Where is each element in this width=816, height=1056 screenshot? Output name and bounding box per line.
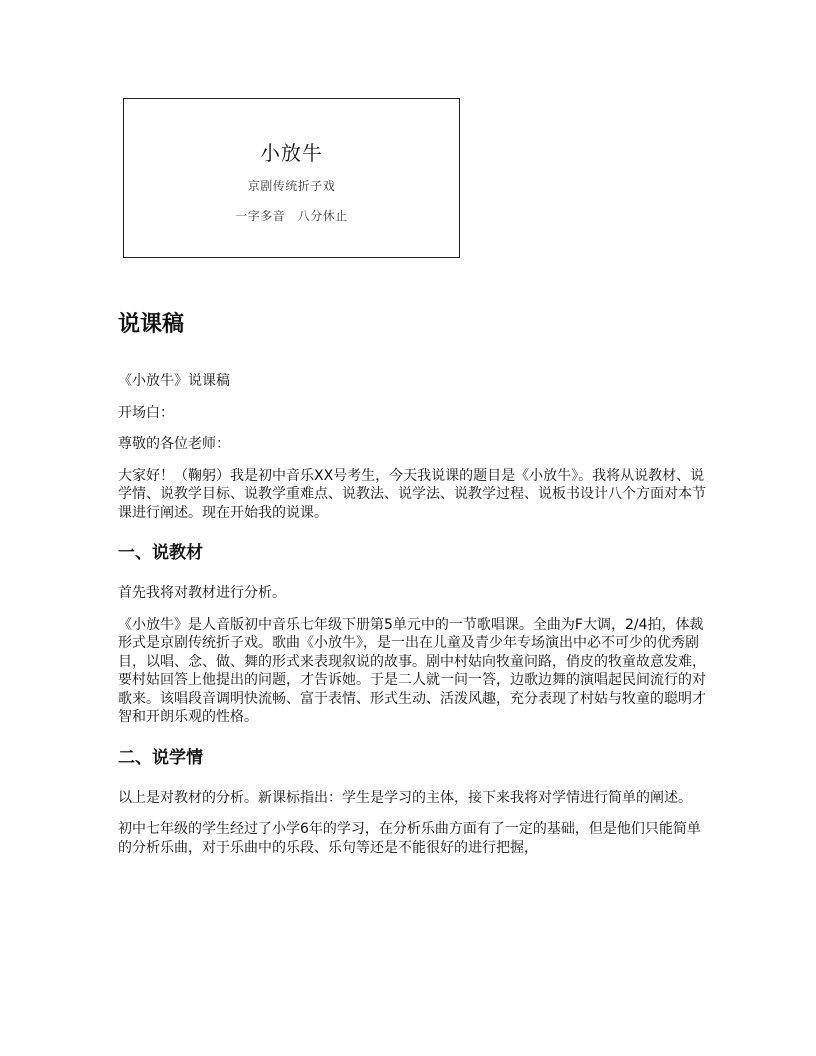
paragraph-introduction: 大家好！（鞠躬）我是初中音乐XX号考生，今天我说课的题目是《小放牛》。我将从说教材、说学情、说教学目标、说教学重难点、说教法、说学法、说教学过程、说板书设计八个方面对本节课进行阐述。现在开始我的说课。 [118, 467, 706, 521]
paragraph-textbook-intro: 首先我将对教材进行分析。 [118, 585, 286, 601]
paragraph-textbook-analysis: 《小放牛》是人音版初中音乐七年级下册第5单元中的一节歌唱课。全曲为F大调，2/4拍，体裁形式是京剧传统折子戏。歌曲《小放牛》，是一出在儿童及青少年专场演出中必不可少的优秀剧目，以唱、念、做、舞的形式来表现叙说的故事。剧中村姑向牧童问路，俏皮的牧童故意发难，要村姑回答上他提出的问题，才告诉她。于是二人就一问一答，边歌边舞的演唱起民间流行的对歌来。该唱段音调明快流畅、富于表情、形式生动、活泼风趣，充分表现了村姑与牧童的聪明才智和开朗乐观的性格。 [118, 616, 706, 725]
cover-subtitle-keypoints: 一字多音 八分休止 [235, 209, 348, 223]
paragraph-greeting: 尊敬的各位老师： [118, 436, 230, 452]
section-heading-students: 二、说学情 [118, 747, 203, 768]
paragraph-opening-label: 开场白： [118, 404, 174, 421]
paragraph-students-intro: 以上是对教材的分析。新课标指出：学生是学习的主体，接下来我将对学情进行简单的阐述。 [118, 789, 692, 806]
cover-title: 小放牛 [260, 141, 323, 165]
section-heading-textbook: 一、说教材 [118, 543, 203, 563]
cover-subtitle-genre: 京剧传统折子戏 [247, 179, 336, 193]
paragraph-doc-title: 《小放牛》说课稿 [118, 373, 230, 389]
paragraph-students-analysis: 初中七年级的学生经过了小学6年的学习，在分析乐曲方面有了一定的基础，但是他们只能简单的分析乐曲，对于乐曲中的乐段、乐句等还是不能很好的进行把握， [118, 821, 701, 856]
document-heading: 说课稿 [118, 312, 185, 337]
cover-title-box [123, 98, 460, 258]
document-body [118, 308, 708, 870]
